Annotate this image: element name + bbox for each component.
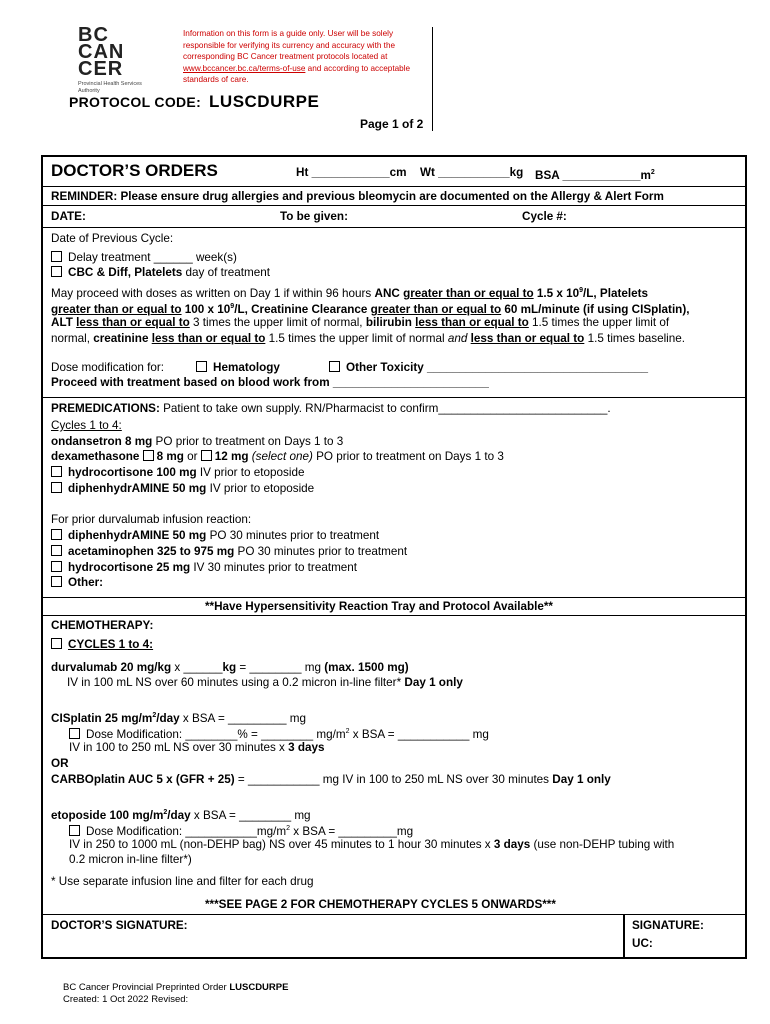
prev-cycle-field[interactable]: Date of Previous Cycle: [51,232,174,245]
carboplatin-line: CARBOplatin AUC 5 x (GFR + 25) = ___________ mg IV in 100 to 250 mL NS over 30 minutes Day 1 only [51,773,611,786]
orders-form [41,155,747,959]
signature-label[interactable]: SIGNATURE: [632,919,704,932]
checkbox[interactable] [51,529,62,540]
chemotherapy-section [43,616,745,915]
other-premed-option[interactable]: Other: [51,575,103,590]
diphenhydramine-option[interactable]: diphenhydrAMINE 50 mg IV prior to etoposide [51,481,314,496]
dose-mod-label: Dose modification for: [51,361,165,374]
see-page-2-note: ***SEE PAGE 2 FOR CHEMOTHERAPY CYCLES 5 ONWARDS*** [205,898,556,911]
proceed-blood-work[interactable]: Proceed with treatment based on blood work from ________________________ [51,376,489,389]
disclaimer: Information on this form is a guide only. User will be solely responsible for verifying its currency and accuracy with the corresponding BC Cancer treatment protocols located at www.bccancer.bc.ca/terms-of-use and according to acceptable standards of care. [183,29,411,84]
checkbox[interactable] [51,638,62,649]
checkbox[interactable] [51,561,62,572]
premed-header: PREMEDICATIONS: Patient to take own supply. RN/Pharmacist to confirm__________________________. [51,402,611,415]
proceed-line-4: normal, creatinine less than or equal to 1.5 times the upper limit of normal and less than or equal to 1.5 times baseline. [51,332,686,345]
checkbox[interactable] [51,251,62,262]
checkbox[interactable] [51,466,62,477]
cbc-option[interactable]: CBC & Diff, Platelets day of treatment [51,265,270,280]
checkbox[interactable] [51,482,62,493]
separate-line-note: * Use separate infusion line and filter for each drug [51,875,314,888]
cisplatin-iv: IV in 100 to 250 mL NS over 30 minutes x 3 days [69,741,325,754]
protocol-code: PROTOCOL CODE: LUSCDURPE [69,92,320,111]
proceed-line-1: May proceed with doses as written on Day 1 if within 96 hours ANC greater than or equal to 1.5 x $10^9/L$, Platelets [51,286,649,300]
hypersensitivity-note: **Have Hypersensitivity Reaction Tray and Protocol Available** [205,600,553,613]
to-be-given-field[interactable]: To be given: [280,210,348,223]
checkbox[interactable] [329,361,340,372]
checkbox[interactable] [201,450,212,461]
cisplatin-line: CISplatin 25 $mg/m^2$/day x BSA = _________ mg [51,711,307,725]
terms-link[interactable]: www.bccancer.bc.ca/terms-of-use [183,63,306,73]
proceed-line-2: greater than or equal to 100 x $10^9/L$, Creatinine Clearance greater than or equal to 60 mL/minute (if using CISplatin), [51,302,690,316]
premed-cycles: Cycles 1 to 4: [51,419,122,432]
height-field[interactable]: Ht ____________cm [296,166,407,179]
durvalumab-iv: IV in 100 mL NS over 60 minutes using a 0.2 micron in-line filter* Day 1 only [67,676,463,689]
checkbox[interactable] [69,825,80,836]
hydrocortisone-25-option[interactable]: hydrocortisone 25 mg IV 30 minutes prior to treatment [51,560,357,575]
signature-row [43,915,745,957]
diphenhydramine-po-option[interactable]: diphenhydrAMINE 50 mg PO 30 minutes prior to treatment [51,528,379,543]
weight-field[interactable]: Wt ___________kg [420,166,524,179]
chemo-header: CHEMOTHERAPY: [51,619,154,632]
ondansetron-line: ondansetron 8 mg PO prior to treatment on Days 1 to 3 [51,435,344,448]
checkbox[interactable] [143,450,154,461]
footer: BC Cancer Provincial Preprinted Order LUSCDURPE Created: 1 Oct 2022 Revised: [63,982,289,1005]
chemo-cycles-option[interactable]: CYCLES 1 to 4: [51,637,153,652]
etoposide-line: etoposide 100 $mg/m^2$/day x BSA = ________ mg [51,808,311,822]
checkbox[interactable] [51,545,62,556]
date-field[interactable]: DATE: [51,210,86,223]
checkbox[interactable] [69,728,80,739]
reminder-row [43,187,745,206]
checkbox[interactable] [196,361,207,372]
acetaminophen-option[interactable]: acetaminophen 325 to 975 mg PO 30 minutes prior to treatment [51,544,407,559]
signature-divider [623,915,625,957]
orders-title: DOCTOR’S ORDERS [51,161,218,180]
delay-option[interactable]: Delay treatment ______ week(s) [51,250,237,265]
doctor-signature-field[interactable]: DOCTOR’S SIGNATURE: [51,919,188,932]
premedications-section [43,398,745,598]
etoposide-iv: IV in 250 to 1000 mL (non-DEHP bag) NS over 45 minutes to 1 hour 30 minutes x 3 days (use non-DEHP tubing with [69,838,675,851]
bc-cancer-logo: BC CAN CER Provincial Health Services Authority [78,24,142,94]
reminder-text: REMINDER: Please ensure drug allergies and previous bleomycin are documented on the Allergy & Alert Form [51,190,664,203]
bsa-field[interactable]: BSA $\_\_\_\_\_\_\_\_\_\_\_\_m^2$ [535,168,655,182]
durvalumab-line: durvalumab 20 mg/kg x ______kg = ________ mg (max. 1500 mg) [51,661,409,674]
header-divider [432,27,433,131]
prior-reaction-label: For prior durvalumab infusion reaction: [51,513,252,526]
etoposide-dose-mod[interactable]: Dose Modification: $\_\_\_\_\_\_\_\_\_\_\_mg/m^2$ x BSA = _________mg [69,821,413,839]
checkbox[interactable] [51,576,62,587]
dexamethasone-line: dexamethasone 8 mg or 12 mg (select one) PO prior to treatment on Days 1 to 3 [51,450,504,463]
or-label: OR [51,757,69,770]
date-row [43,206,745,228]
labs-section [43,228,745,398]
etoposide-iv-2: 0.2 micron in-line filter*) [69,853,192,866]
hematology-option[interactable]: Hematology [196,360,280,375]
uc-label[interactable]: UC: [632,937,653,950]
checkbox[interactable] [51,266,62,277]
title-row [43,157,745,187]
tray-row [43,598,745,616]
cycle-field[interactable]: Cycle #: [522,210,567,223]
page-number: Page 1 of 2 [360,117,424,131]
proceed-line-3: ALT less than or equal to 3 times the upper limit of normal, bilirubin less than or equal to 1.5 times the upper limit of [51,316,670,329]
hydrocortisone-option[interactable]: hydrocortisone 100 mg IV prior to etoposide [51,465,304,480]
other-toxicity-option[interactable]: Other Toxicity __________________________________ [329,360,648,375]
cisplatin-dose-mod[interactable]: Dose Modification: ________% = ________ $mg/m^2$ x BSA = ___________ mg [69,724,489,742]
